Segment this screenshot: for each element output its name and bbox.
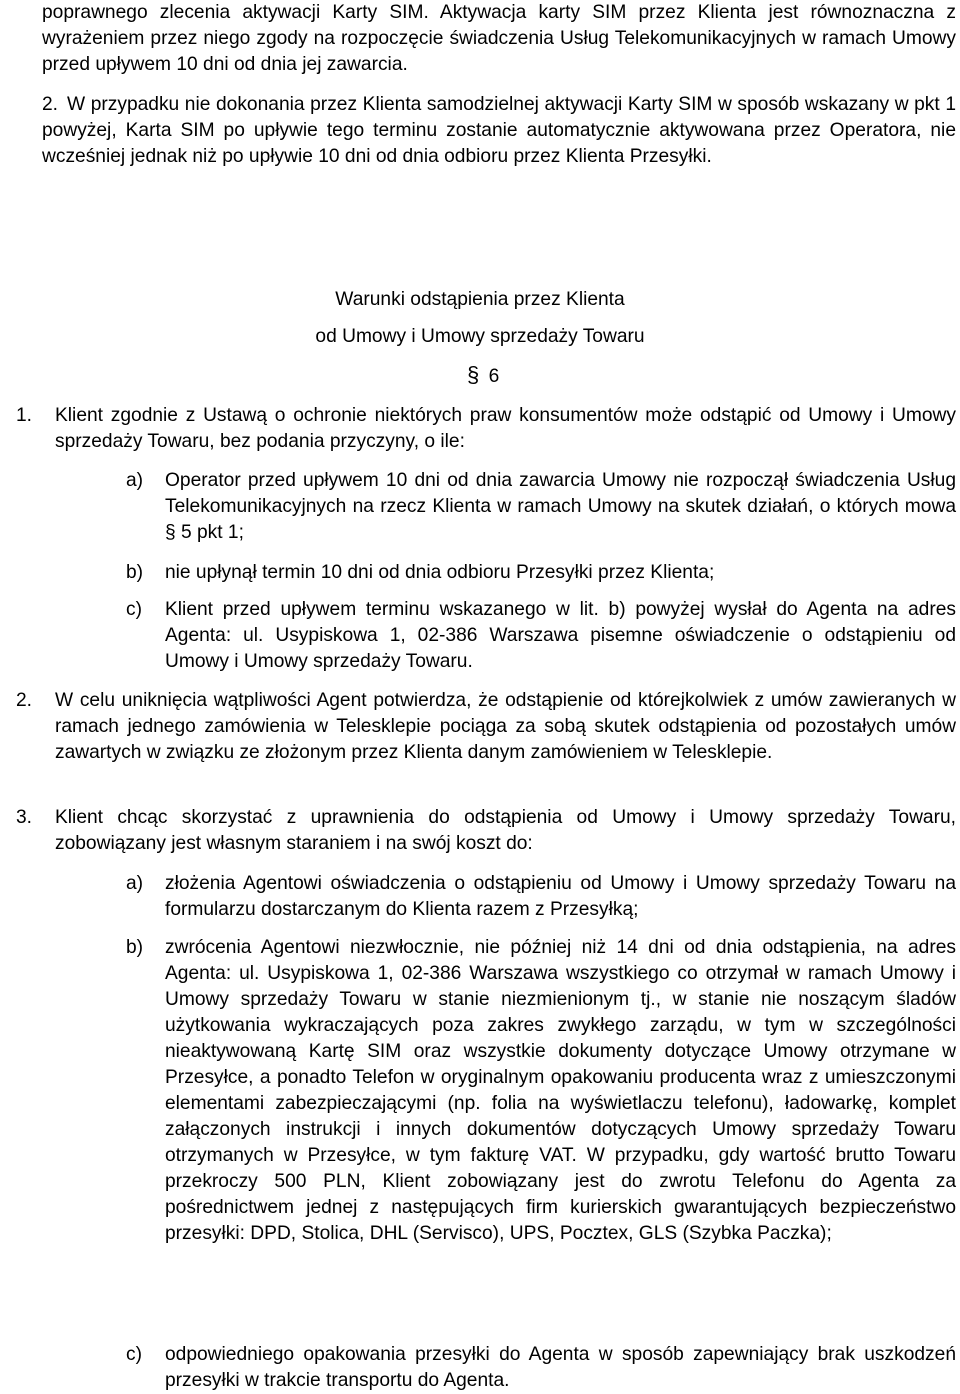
item-1c-letter: c): [126, 599, 142, 620]
item-3c-letter: c): [126, 1344, 142, 1365]
paragraph-sign: §: [467, 362, 480, 387]
item-2-number: 2.: [16, 690, 33, 711]
item-1b-text: nie upłynął termin 10 dni od dnia odbioru Przesyłki przez Klienta;: [165, 562, 715, 583]
item-3-number: 3.: [16, 807, 33, 828]
item-2-text: W celu uniknięcia wątpliwości Agent potwierdza, że odstąpienie od którejkolwiek z umów zawieranych w ramach jednego zamówienia w Telesklepie pociąga za sobą skutek odstąpienia od pozostałych umów zawartych w związku ze złożonym przez Klienta danym zamówieniem w Telesklepie.: [55, 690, 956, 763]
intro-item2-number: 2.: [42, 94, 59, 115]
section-title-line1: Warunki odstąpienia przez Klienta: [335, 289, 625, 310]
item-3a-text: złożenia Agentowi oświadczenia o odstąpieniu od Umowy i Umowy sprzedaży Towaru na formularzu dostarczanym do Klienta razem z Przesyłką;: [165, 873, 956, 920]
item-3c-text: odpowiedniego opakowania przesyłki do Agenta w sposób zapewniający brak uszkodzeń przesyłki w trakcie transportu do Agenta.: [165, 1344, 956, 1391]
paragraph-number: 6: [488, 366, 500, 387]
intro-continuation: poprawnego zlecenia aktywacji Karty SIM. Aktywacja karty SIM przez Klienta jest równoznaczna z wyrażeniem przez niego zgody na rozpoczęcie świadczenia Usług Telekomunikacyjnych w ramach Umowy przed upływem 10 dni od dnia jej zawarcia.: [42, 2, 956, 75]
item-3-text: Klient chcąc skorzystać z uprawnienia do odstąpienia od Umowy i Umowy sprzedaży Towaru, zobowiązany jest własnym staraniem i na swój koszt do:: [55, 807, 956, 854]
intro-item2-text: W przypadku nie dokonania przez Klienta samodzielnej aktywacji Karty SIM w sposób wskazany w pkt 1 powyżej, Karta SIM po upływie tego terminu zostanie automatycznie aktywowana przez Operatora, nie wcześniej jednak niż po upływie 10 dni od dnia odbioru przez Klienta Przesyłki.: [42, 94, 956, 167]
item-3b-letter: b): [126, 937, 144, 958]
item-1c-text: Klient przed upływem terminu wskazanego w lit. b) powyżej wysłał do Agenta na adres Agenta: ul. Usypiskowa 1, 02-386 Warszawa pisemne oświadczenie o odstąpieniu od Umowy i Umowy sprzedaży Towaru.: [165, 599, 956, 672]
item-1a-text: Operator przed upływem 10 dni od dnia zawarcia Umowy nie rozpoczął świadczenia Usług Telekomunikacyjnych na rzecz Klienta w ramach Umowy na skutek działań, o których mowa § 5 pkt 1;: [165, 470, 956, 543]
item-1a-letter: a): [126, 470, 144, 491]
item-1b-letter: b): [126, 562, 144, 583]
item-1-number: 1.: [16, 405, 33, 426]
paragraph-heading: [467, 362, 527, 390]
item-1-text: Klient zgodnie z Ustawą o ochronie niektórych praw konsumentów może odstąpić od Umowy i Umowy sprzedaży Towaru, bez podania przyczyny, o ile:: [55, 405, 956, 452]
item-3a-letter: a): [126, 873, 144, 894]
section-title-line2: od Umowy i Umowy sprzedaży Towaru: [315, 326, 645, 347]
item-3b-text: zwrócenia Agentowi niezwłocznie, nie później niż 14 dni od dnia odstąpienia, na adres Agenta: ul. Usypiskowa 1, 02-386 Warszawa wszystkiego co otrzymał w ramach Umowy i Umowy sprzedaży Towaru w stanie niezmienionym tj., w stanie nie noszącym śladów użytkowania wykraczających poza zakres zwykłego zarządu, w tym w szczególności nieaktywowaną Kartę SIM oraz wszystkie dokumenty dotyczące Umowy otrzymane w Przesyłce, a ponadto Telefon w oryginalnym opakowaniu producenta wraz z umieszczonymi elementami zabezpieczającymi (np. folia na wyświetlaczu telefonu), ładowarkę, komplet załączonych instrukcji i innych dokumentów dotyczących Umowy sprzedaży Towaru otrzymanych w Przesyłce, w tym fakturę VAT. W przypadku, gdy wartość brutto Towaru przekroczy 500 PLN, Klient zobowiązany jest do zwrotu Telefonu do Agenta za pośrednictwem jednej z następujących firm kurierskich gwarantujących bezpieczeństwo przesyłki: DPD, Stolica, DHL (Servisco), UPS, Pocztex, GLS (Szybka Paczka);: [165, 937, 956, 1244]
